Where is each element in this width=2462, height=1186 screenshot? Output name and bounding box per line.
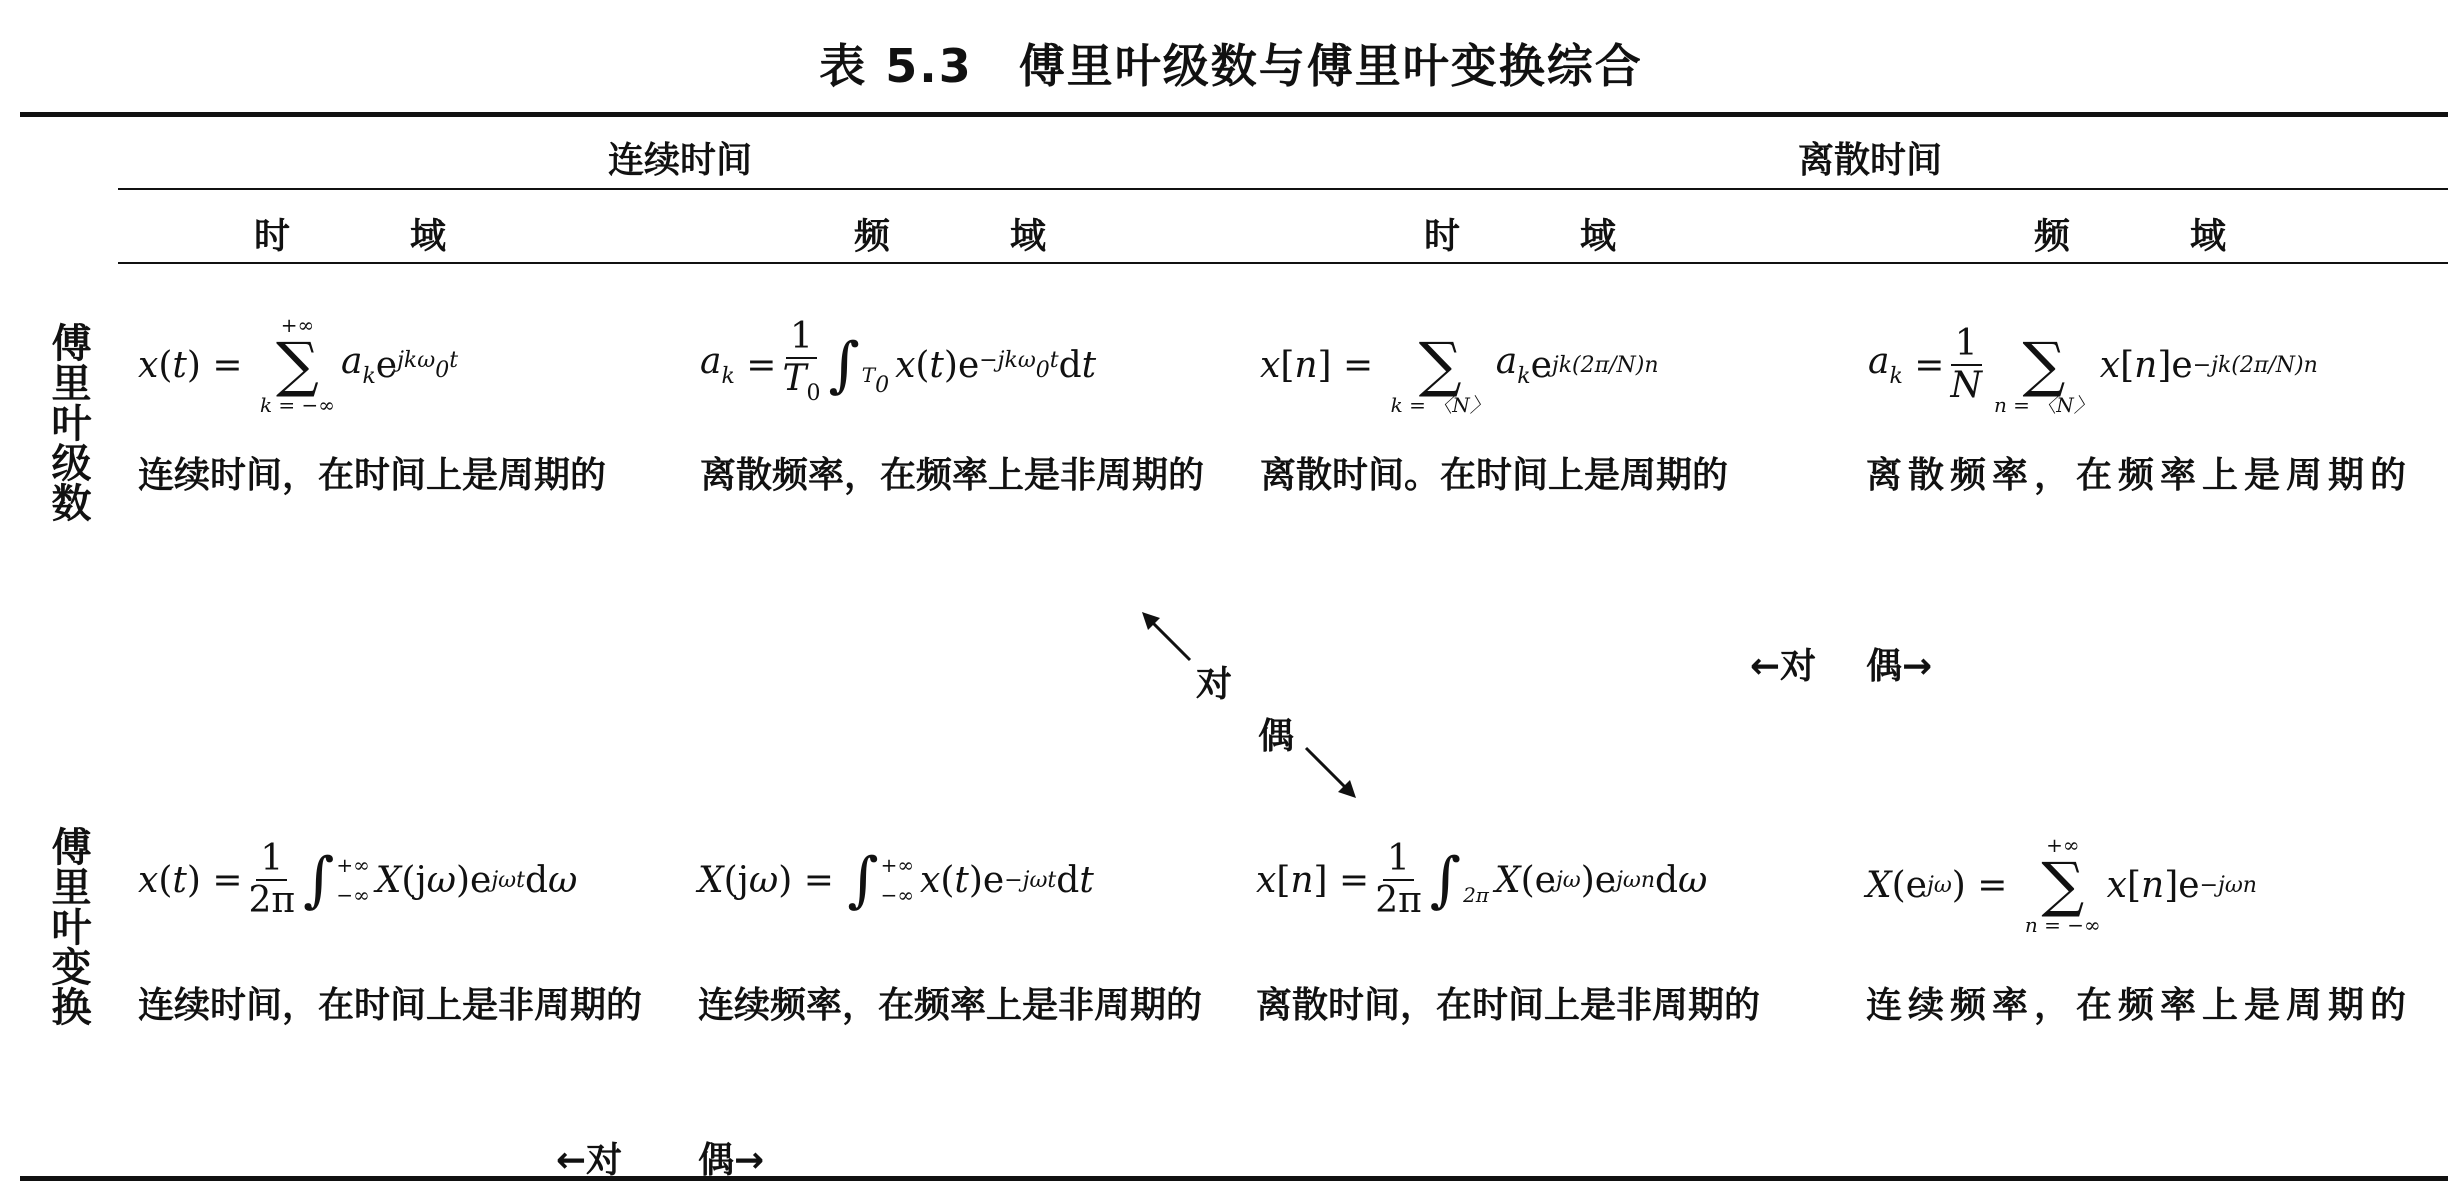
duality-arrow-up-icon [1138,608,1198,668]
table-title [0,30,2462,96]
table-title-text: 傅里叶级数与傅里叶变换综合 [1018,39,1643,93]
formula-dtfs-analysis: $a_k$ = $\frac{1}{N}$ ∑ n = 〈N〉 x [ n ] e −jk(2π/N)n [1868,323,2318,417]
top-rule [20,112,2448,117]
formula-ctfs-analysis: $a_k$ = $\frac{1}{T_0}$ ∫ $T_0$ x ( t ) e −jkω$_0$t d t [700,315,1097,406]
duality-bottom-left: ←对 [556,1140,623,1181]
desc-ctft-freq: 连续频率，在频率上是非周期的 [698,985,1203,1026]
duality-bottom-right: 偶→ [698,1140,765,1181]
desc-ctfs-freq: 离散频率，在频率上是非周期的 [700,455,1205,496]
row-label-series: 傅里叶级数 [45,322,91,522]
header-discrete: 离散时间 [1797,140,1942,181]
subheader-dt-freq: 频域 [2033,216,2346,257]
duality-arrow-down-icon [1300,742,1360,802]
header-continuous: 连续时间 [607,140,752,181]
subheader-dt-time: 时域 [1423,216,1736,257]
table-number: 表 5.3 [819,39,973,93]
row-label-transform: 傅里叶变换 [45,826,91,1026]
formula-ctft-analysis: X (j ω ) = ∫ +∞ −∞ x ( t ) e −jωt d t [698,845,1094,915]
desc-ctft-time: 连续时间，在时间上是非周期的 [138,985,643,1026]
duality-ou-middle: 偶 [1258,716,1295,757]
desc-dtft-time: 离散时间，在时间上是非周期的 [1256,985,1761,1026]
header-rule-1 [118,188,2448,190]
desc-dtfs-freq: 离散频率，在频率上是周期的 [1866,455,2413,496]
desc-dtfs-time: 离散时间。在时间上是周期的 [1260,455,1729,496]
desc-dtft-freq: 连续频率，在频率上是周期的 [1866,985,2413,1026]
header-rule-2 [118,262,2448,264]
duality-dt-left: ←对 [1750,646,1817,687]
bottom-rule [20,1176,2448,1181]
desc-ctfs-time: 连续时间，在时间上是周期的 [138,455,607,496]
formula-ctft-synthesis: x ( t ) = $\frac{1}{2\pi}$ ∫ +∞ −∞ X (j ω )e jωt d ω [138,838,578,921]
duality-dt-right: 偶→ [1866,646,1933,687]
formula-dtft-synthesis: x [ n ] = $\frac{1}{2\pi}$ ∫ 2π X (e jω )e jωn d ω [1256,838,1708,921]
subheader-ct-time: 时域 [253,216,566,257]
formula-dtfs-synthesis: x [ n ] = ∑ k = 〈N〉 $a_k$ e jk(2π/N)n [1260,330,1659,417]
formula-ctfs-synthesis: x ( t ) = +∞ ∑ k = −∞ $a_k$ e jkω$_0$t [138,313,459,417]
duality-dui-middle: 对 [1196,664,1233,705]
formula-dtft-analysis: X (e jω ) = +∞ ∑ n = −∞ x [ n ] e −jωn [1866,833,2257,937]
subheader-ct-freq: 频域 [853,216,1166,257]
